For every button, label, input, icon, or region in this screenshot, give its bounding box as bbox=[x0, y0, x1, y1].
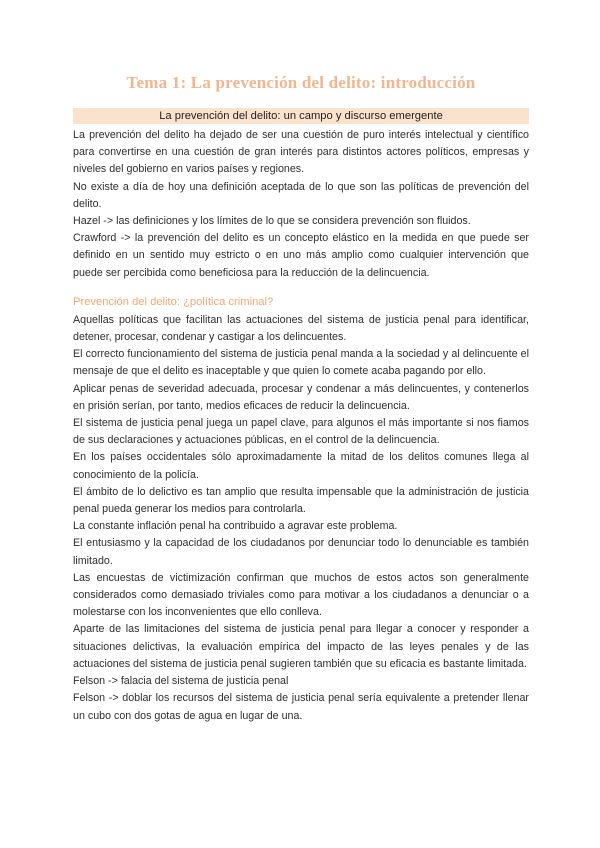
paragraph: Felson -> falacia del sistema de justicia penal bbox=[73, 675, 289, 688]
paragraph: El correcto funcionamiento del sistema de justicia penal manda a la sociedad y al delincuente el mensaje de que el delito es inaceptable y que quien lo comete acaba pagando por ello. bbox=[73, 348, 529, 378]
criminal-policy-section bbox=[73, 312, 529, 725]
page-title: Tema 1: La prevención del delito: introducción bbox=[126, 73, 476, 92]
paragraph: Hazel -> las definiciones y los límites de lo que se considera prevención son fluidos. bbox=[73, 215, 471, 228]
section-heading: Prevención del delito: ¿política criminal? bbox=[73, 295, 274, 308]
subtitle-banner: La prevención del delito: un campo y discurso emergente bbox=[73, 108, 529, 124]
paragraph: La prevención del delito ha dejado de ser una cuestión de puro interés intelectual y científico para convertirse en una cuestión de gran interés para distintos actores políticos, empresas y niveles del gobierno en varios países y regiones. bbox=[73, 129, 529, 176]
paragraph: Las encuestas de victimización confirman que muchos de estos actos son generalmente considerados como demasiado triviales como para motivar a los ciudadanos a denunciar o a molestarse con los inconvenientes que ello conlleva. bbox=[73, 571, 529, 619]
paragraph: En los países occidentales sólo aproximadamente la mitad de los delitos comunes llega al conocimiento de la policía. bbox=[73, 451, 529, 481]
paragraph: Aplicar penas de severidad adecuada, procesar y condenar a más delincuentes, y contenerlos en prisión serían, por tanto, medios eficaces de reducir la delincuencia. bbox=[73, 382, 529, 412]
paragraph: El entusiasmo y la capacidad de los ciudadanos por denunciar todo lo denunciable es también limitado. bbox=[73, 537, 529, 567]
paragraph: No existe a día de hoy una definición aceptada de lo que son las políticas de prevención del delito. bbox=[73, 180, 529, 210]
paragraph: Aparte de las limitaciones del sistema de justicia penal para llegar a conocer y responder a situaciones delictivas, la evaluación empírica del impacto de las leyes penales y de las actuaciones del sistema de justicia penal sugieren también que su eficacia es bastante limitada. bbox=[73, 623, 529, 670]
paragraph: Felson -> doblar los recursos del sistema de justicia penal sería equivalente a pretender llenar un cubo con dos gotas de agua en lugar de una. bbox=[73, 692, 529, 722]
paragraph: El ámbito de lo delictivo es tan amplio que resulta impensable que la administración de justicia penal pueda generar los medios para controlarla. bbox=[73, 485, 529, 516]
paragraph: El sistema de justicia penal juega un papel clave, para algunos el más importante si nos fiamos de sus declaraciones y actuaciones públicas, en el control de la delincuencia. bbox=[73, 417, 529, 447]
paragraph: La constante inflación penal ha contribuido a agravar este problema. bbox=[73, 520, 398, 533]
paragraph: Aquellas políticas que facilitan las actuaciones del sistema de justicia penal para identificar, detener, procesar, condenar y castigar a los delincuentes. bbox=[73, 313, 529, 344]
intro-section bbox=[73, 127, 529, 282]
paragraph: Crawford -> la prevención del delito es un concepto elástico en la medida en que puede ser definido en un sentido muy estricto o en uno más amplio como cualquier intervención que puede ser percibida como beneficiosa para la reducción de la delincuencia. bbox=[73, 232, 529, 279]
